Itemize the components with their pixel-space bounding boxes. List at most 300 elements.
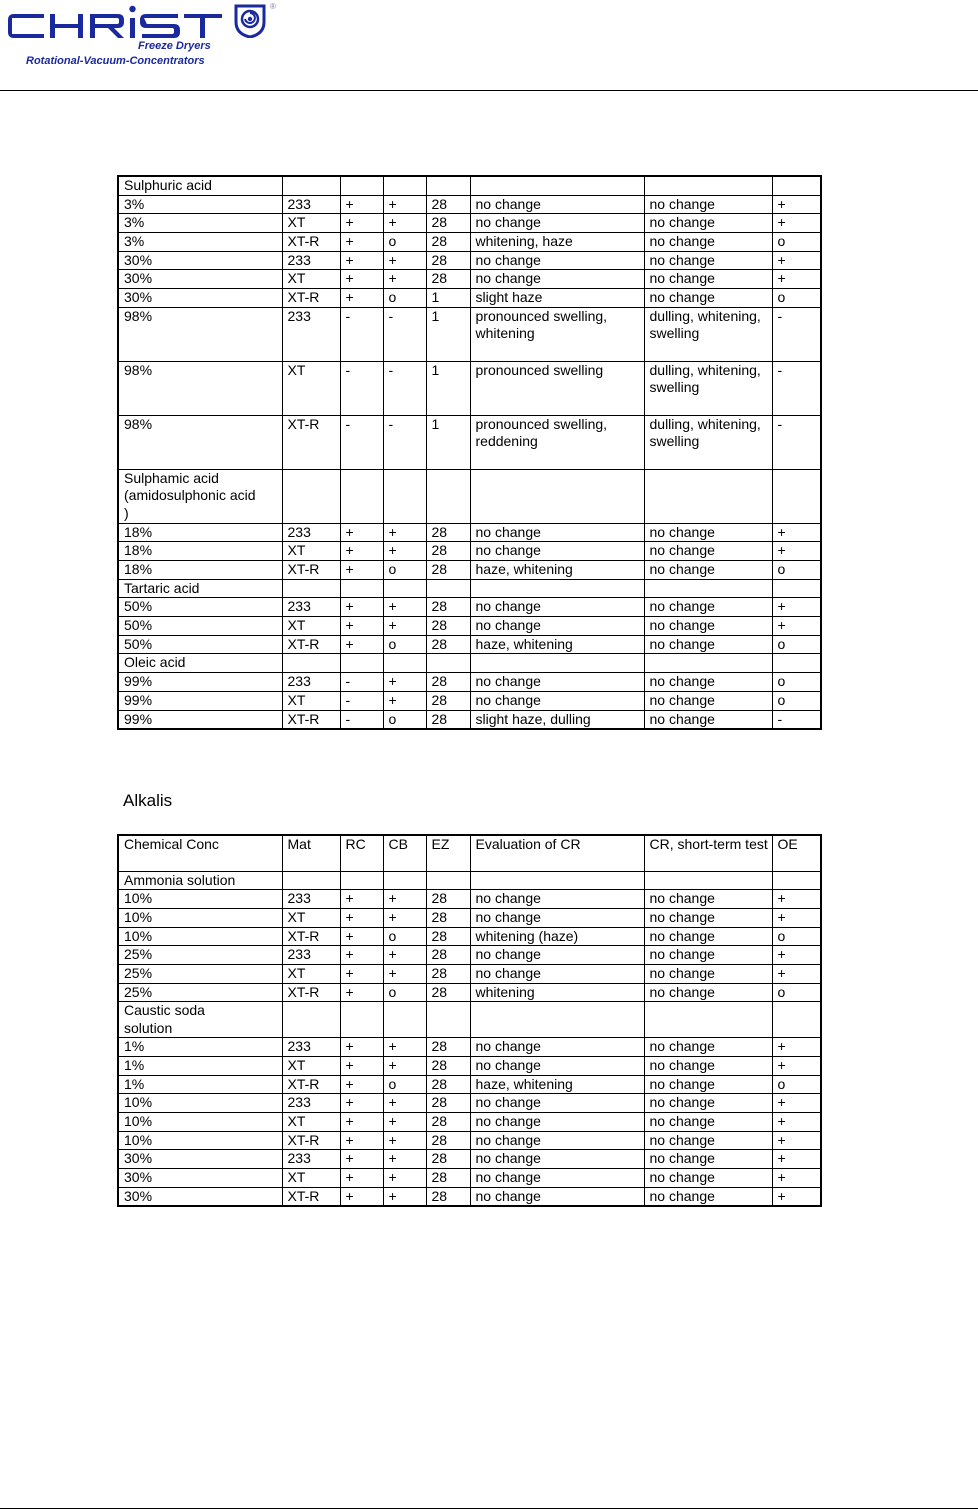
cell-concentration: 25% [118,964,282,983]
cell-short-term: no change [644,1131,772,1150]
cell-rc [340,1002,383,1038]
cell-cb: + [383,270,426,289]
table-row [118,270,821,289]
cell-material: XT-R [282,1187,340,1206]
cell-oe: + [772,598,821,617]
cell-evaluation: no change [470,542,644,561]
cell-material: XT-R [282,1131,340,1150]
cell-rc: + [340,1131,383,1150]
cell-cb [383,654,426,673]
table-row [118,1113,821,1132]
cell-concentration: 1% [118,1057,282,1076]
cell-short-term: no change [644,946,772,965]
cell-cb: + [383,598,426,617]
table-row [118,908,821,927]
cell-cb: + [383,523,426,542]
cell-cb: o [383,927,426,946]
cell-cb: + [383,1038,426,1057]
cell-concentration: 10% [118,927,282,946]
cell-rc: + [340,270,383,289]
table-row [118,542,821,561]
cell-ez [426,176,470,195]
cell-rc: + [340,1169,383,1188]
cell-cb: o [383,1075,426,1094]
cell-ez: 28 [426,908,470,927]
cell-cb: o [383,561,426,580]
cell-material: XT [282,1113,340,1132]
alkalis-resistance-table [117,834,822,1207]
table-row [118,635,821,654]
cell-oe: + [772,1187,821,1206]
cell-short-term: no change [644,598,772,617]
cell-cb: + [383,964,426,983]
cell-cb: + [383,673,426,692]
cell-oe: - [772,361,821,415]
cell-short-term: no change [644,983,772,1002]
cell-cb [383,469,426,523]
cell-cb: + [383,1094,426,1113]
cell-oe [772,654,821,673]
cell-material: 233 [282,946,340,965]
cell-concentration: 98% [118,307,282,361]
cell-material: 233 [282,890,340,909]
cell-oe: o [772,983,821,1002]
table-row [118,710,821,729]
cell-oe: + [772,908,821,927]
cell-material: 233 [282,307,340,361]
cell-rc: + [340,964,383,983]
table-row [118,673,821,692]
cell-evaluation [470,1002,644,1038]
cell-concentration: Tartaric acid [118,579,282,598]
cell-short-term: no change [644,617,772,636]
cell-evaluation [470,176,644,195]
cell-ez: 28 [426,983,470,1002]
cell-concentration: 10% [118,1131,282,1150]
header-rc: RC [340,835,383,871]
cell-cb: + [383,542,426,561]
cell-evaluation: whitening, haze [470,232,644,251]
table-row [118,415,821,469]
cell-material: XT [282,617,340,636]
header-chemical-conc: Chemical Conc [118,835,282,871]
cell-oe: - [772,307,821,361]
cell-cb: + [383,214,426,233]
cell-oe: - [772,710,821,729]
cell-rc: - [340,361,383,415]
cell-ez [426,579,470,598]
cell-concentration: 1% [118,1075,282,1094]
cell-cb: + [383,908,426,927]
cell-cb: o [383,710,426,729]
cell-evaluation: whitening (haze) [470,927,644,946]
cell-evaluation: haze, whitening [470,635,644,654]
cell-oe [772,469,821,523]
cell-oe: + [772,251,821,270]
cell-rc [340,654,383,673]
cell-rc: - [340,673,383,692]
alkalis-section-title: Alkalis [123,791,173,810]
cell-short-term: no change [644,1094,772,1113]
cell-concentration: 3% [118,214,282,233]
cell-material: XT-R [282,232,340,251]
header-short-term: CR, short-term test [644,835,772,871]
cell-evaluation [470,871,644,890]
cell-rc: + [340,1187,383,1206]
cell-short-term: no change [644,964,772,983]
cell-concentration: 18% [118,561,282,580]
cell-short-term: no change [644,232,772,251]
cell-evaluation: no change [470,946,644,965]
cell-ez: 28 [426,1075,470,1094]
cell-ez: 28 [426,1113,470,1132]
cell-rc [340,176,383,195]
cell-oe: o [772,561,821,580]
cell-short-term: no change [644,1038,772,1057]
cell-ez: 28 [426,964,470,983]
cell-ez: 1 [426,415,470,469]
cell-cb: + [383,1187,426,1206]
cell-short-term: no change [644,1057,772,1076]
cell-short-term: dulling, whitening, swelling [644,415,772,469]
cell-evaluation: no change [470,964,644,983]
cell-short-term: no change [644,1113,772,1132]
cell-oe: + [772,890,821,909]
logo-tagline-rvc: Rotational-Vacuum-Concentrators [26,55,205,67]
cell-short-term: no change [644,214,772,233]
cell-ez: 28 [426,1150,470,1169]
cell-material: XT-R [282,415,340,469]
table-row [118,927,821,946]
table-row [118,1057,821,1076]
table-row [118,1187,821,1206]
cell-evaluation: pronounced swelling, reddening [470,415,644,469]
header-divider [0,90,978,91]
cell-evaluation: no change [470,214,644,233]
table-row [118,232,821,251]
cell-short-term: no change [644,673,772,692]
cell-material: 233 [282,251,340,270]
cell-cb [383,871,426,890]
cell-oe: + [772,1131,821,1150]
cell-oe: + [772,214,821,233]
cell-oe: o [772,232,821,251]
table-row [118,1075,821,1094]
cell-short-term: no change [644,561,772,580]
chemical-group-row [118,871,821,890]
cell-cb: o [383,983,426,1002]
cell-material: 233 [282,598,340,617]
cell-material: 233 [282,1094,340,1113]
cell-oe: o [772,1075,821,1094]
cell-evaluation: whitening [470,983,644,1002]
cell-ez: 28 [426,1038,470,1057]
header-ez: EZ [426,835,470,871]
cell-oe: + [772,1038,821,1057]
chemical-group-row [118,469,821,523]
cell-ez: 28 [426,635,470,654]
cell-material: 233 [282,673,340,692]
cell-material: XT-R [282,983,340,1002]
cell-oe: + [772,1057,821,1076]
table-row [118,288,821,307]
cell-short-term: no change [644,691,772,710]
cell-concentration: 30% [118,1187,282,1206]
cell-ez: 1 [426,361,470,415]
cell-evaluation: no change [470,1057,644,1076]
cell-oe: o [772,927,821,946]
cell-short-term: no change [644,542,772,561]
cell-cb: + [383,251,426,270]
cell-concentration: 50% [118,617,282,636]
cell-short-term [644,469,772,523]
cell-ez: 28 [426,710,470,729]
cell-cb: - [383,307,426,361]
cell-evaluation: haze, whitening [470,1075,644,1094]
cell-concentration: 10% [118,908,282,927]
cell-oe [772,871,821,890]
page-header [0,0,978,92]
cell-ez: 28 [426,214,470,233]
cell-concentration: 10% [118,890,282,909]
cell-rc [340,871,383,890]
cell-short-term: no change [644,251,772,270]
cell-material [282,871,340,890]
cell-oe: + [772,542,821,561]
cell-concentration: 25% [118,946,282,965]
table-row [118,598,821,617]
cell-oe: o [772,691,821,710]
cell-concentration: 98% [118,415,282,469]
cell-evaluation: no change [470,195,644,214]
cell-cb: + [383,1131,426,1150]
cell-rc: + [340,1075,383,1094]
cell-concentration: 3% [118,195,282,214]
table-row [118,1094,821,1113]
cell-cb: - [383,361,426,415]
table-row [118,964,821,983]
cell-rc: + [340,927,383,946]
cell-concentration: 30% [118,251,282,270]
cell-concentration: 18% [118,542,282,561]
cell-rc: + [340,946,383,965]
footer-divider [0,1508,978,1509]
cell-ez: 28 [426,1131,470,1150]
cell-ez: 28 [426,251,470,270]
cell-oe [772,176,821,195]
cell-material: XT [282,214,340,233]
cell-material: XT-R [282,288,340,307]
cell-rc: + [340,890,383,909]
cell-oe [772,579,821,598]
cell-material: XT [282,691,340,710]
cell-cb: + [383,617,426,636]
cell-cb: + [383,946,426,965]
table-row [118,561,821,580]
cell-rc: + [340,561,383,580]
cell-cb: + [383,1150,426,1169]
cell-short-term: no change [644,890,772,909]
cell-rc: - [340,710,383,729]
cell-rc: + [340,1038,383,1057]
cell-evaluation: no change [470,270,644,289]
cell-concentration: 1% [118,1038,282,1057]
cell-concentration: 30% [118,1150,282,1169]
cell-rc: + [340,232,383,251]
cell-material: 233 [282,1150,340,1169]
cell-concentration: 99% [118,673,282,692]
cell-evaluation: no change [470,1187,644,1206]
table-row [118,523,821,542]
cell-concentration: 99% [118,691,282,710]
cell-cb: o [383,635,426,654]
cell-evaluation: slight haze, dulling [470,710,644,729]
cell-material: XT-R [282,927,340,946]
table-row [118,1131,821,1150]
cell-concentration: 99% [118,710,282,729]
table-row [118,195,821,214]
cell-cb: + [383,1169,426,1188]
cell-ez: 28 [426,1057,470,1076]
cell-concentration: 50% [118,598,282,617]
cell-material [282,654,340,673]
header-oe: OE [772,835,821,871]
cell-ez: 28 [426,523,470,542]
cell-cb [383,579,426,598]
cell-rc: + [340,195,383,214]
cell-material: 233 [282,195,340,214]
cell-short-term: dulling, whitening, swelling [644,307,772,361]
cell-ez: 28 [426,1094,470,1113]
cell-ez: 28 [426,542,470,561]
cell-cb: o [383,288,426,307]
cell-rc: - [340,307,383,361]
header-mat: Mat [282,835,340,871]
cell-rc [340,579,383,598]
cell-evaluation: slight haze [470,288,644,307]
cell-cb: o [383,232,426,251]
cell-material: 233 [282,1038,340,1057]
cell-rc: + [340,1094,383,1113]
cell-evaluation: no change [470,1094,644,1113]
cell-short-term [644,176,772,195]
cell-ez: 28 [426,890,470,909]
cell-concentration: 10% [118,1094,282,1113]
cell-material: XT [282,1169,340,1188]
cell-short-term [644,579,772,598]
cell-short-term: no change [644,927,772,946]
cell-concentration: 25% [118,983,282,1002]
cell-evaluation: no change [470,1169,644,1188]
cell-material: XT [282,270,340,289]
cell-evaluation: no change [470,691,644,710]
cell-rc: + [340,251,383,270]
cell-short-term: no change [644,288,772,307]
cell-oe: + [772,964,821,983]
cell-ez: 28 [426,691,470,710]
cell-cb: - [383,415,426,469]
cell-ez: 28 [426,561,470,580]
cell-concentration: Ammonia solution [118,871,282,890]
cell-concentration: 98% [118,361,282,415]
cell-evaluation: pronounced swelling, whitening [470,307,644,361]
cell-oe: o [772,635,821,654]
cell-material: XT [282,361,340,415]
cell-rc: + [340,598,383,617]
cell-evaluation: haze, whitening [470,561,644,580]
cell-material: XT-R [282,635,340,654]
cell-oe: + [772,1113,821,1132]
cell-short-term: no change [644,270,772,289]
cell-material: XT [282,964,340,983]
header-evaluation: Evaluation of CR [470,835,644,871]
table-row [118,617,821,636]
cell-evaluation: no change [470,523,644,542]
cell-material: XT [282,1057,340,1076]
cell-ez: 28 [426,673,470,692]
cell-oe: - [772,415,821,469]
table-row [118,983,821,1002]
cell-ez: 28 [426,232,470,251]
cell-oe: + [772,523,821,542]
cell-short-term [644,871,772,890]
cell-material: XT [282,542,340,561]
cell-material: 233 [282,523,340,542]
cell-evaluation: no change [470,1150,644,1169]
chemical-group-row [118,1002,821,1038]
cell-ez: 1 [426,288,470,307]
cell-ez [426,871,470,890]
cell-oe [772,1002,821,1038]
cell-rc: + [340,288,383,307]
cell-short-term: no change [644,1075,772,1094]
acids-resistance-table [117,175,822,730]
cell-oe: o [772,288,821,307]
cell-oe: + [772,1169,821,1188]
cell-rc: + [340,523,383,542]
table-row [118,1169,821,1188]
cell-evaluation [470,654,644,673]
cell-material: XT-R [282,1075,340,1094]
cell-cb [383,1002,426,1038]
cell-rc: + [340,1150,383,1169]
cell-evaluation [470,469,644,523]
cell-concentration: 18% [118,523,282,542]
cell-ez: 28 [426,617,470,636]
cell-concentration: 30% [118,1169,282,1188]
table-row [118,251,821,270]
table-row [118,1038,821,1057]
cell-concentration: Sulphamic acid (amidosulphonic acid ) [118,469,282,523]
cell-material [282,176,340,195]
cell-rc: + [340,1057,383,1076]
logo-tagline-freeze-dryers: Freeze Dryers [138,40,211,52]
cell-cb: + [383,1057,426,1076]
cell-concentration: Oleic acid [118,654,282,673]
table-row [118,214,821,233]
cell-concentration: 10% [118,1113,282,1132]
cell-oe: + [772,270,821,289]
table-row [118,691,821,710]
cell-rc: + [340,1113,383,1132]
cell-rc: + [340,542,383,561]
cell-short-term: no change [644,1169,772,1188]
cell-ez [426,1002,470,1038]
cell-evaluation: no change [470,890,644,909]
cell-evaluation: no change [470,598,644,617]
cell-evaluation: no change [470,673,644,692]
header-cb: CB [383,835,426,871]
